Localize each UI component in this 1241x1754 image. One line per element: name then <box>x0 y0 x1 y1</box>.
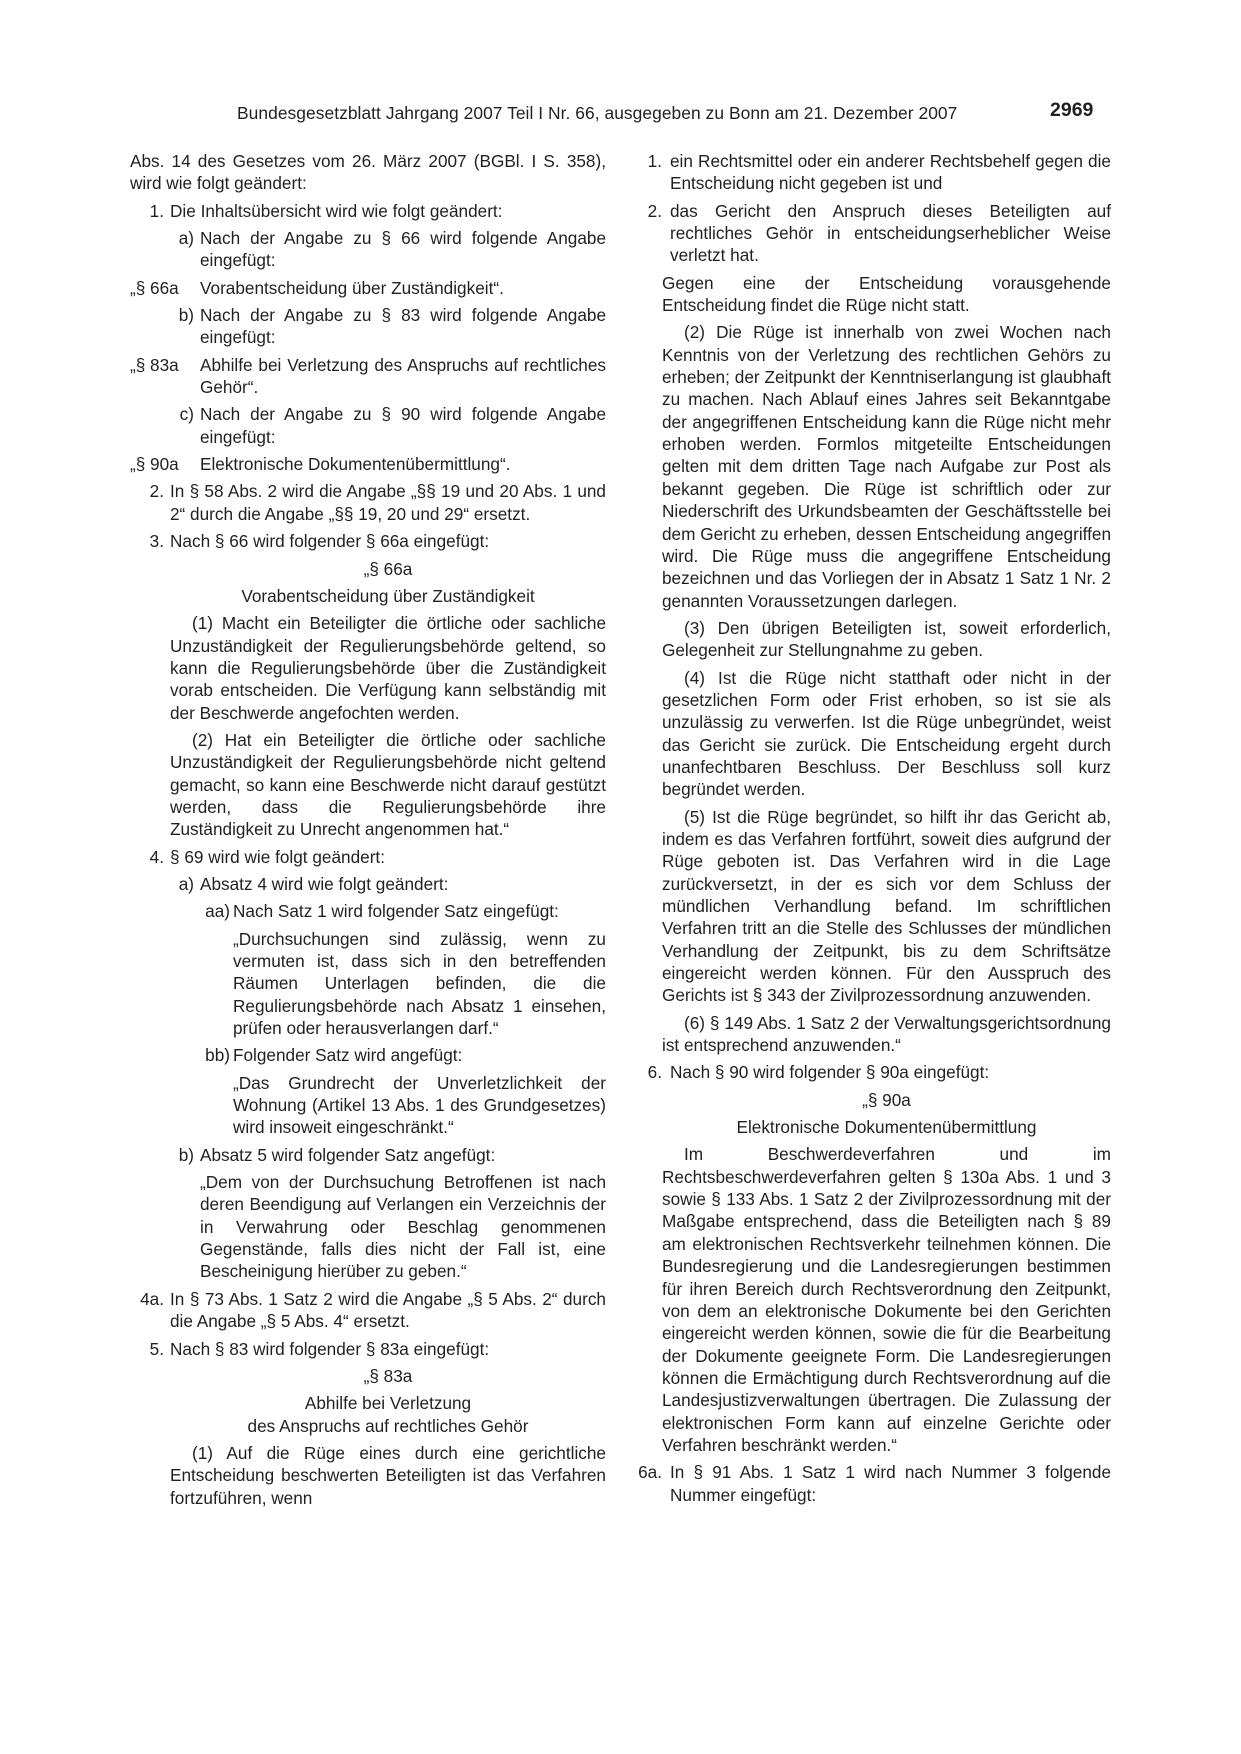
section-heading: „§ 66a <box>363 558 413 579</box>
quoted-text: „Dem von der Durchsuchung Betroffenen ist nach deren Beendigung auf Verlangen ein Verzeichnis der in Verwahrung oder Beschlag genommenen Gegenstände, falls dies nicht der Fall ist, eine Bescheinigung hierüber zu geben.“ <box>200 1172 606 1282</box>
item-text: § 69 wird wie folgt geändert: <box>170 846 385 867</box>
list-item-1c <box>170 403 606 448</box>
page-number: 2969 <box>1050 99 1094 121</box>
paragraph: Gegen eine der Entscheidung vorausgehende Entscheidung findet die Rüge nicht statt. <box>662 272 1111 316</box>
section-title: Abhilfe bei Verletzung des Anspruchs auf rechtliches Gehör“. <box>200 354 606 398</box>
paragraph: (6) § 149 Abs. 1 Satz 2 der Verwaltungsgerichtsordnung ist entsprechend anzuwenden.“ <box>662 1012 1111 1056</box>
list-item-4aa <box>200 900 606 922</box>
item-text: In § 58 Abs. 2 wird die Angabe „§§ 19 und 20 Abs. 1 und 2“ durch die Angabe „§§ 19, 20 und 29“ ersetzt. <box>170 481 606 524</box>
item-text: das Gericht den Anspruch dieses Beteiligten auf rechtliches Gehör in entscheidungserheblicher Weise verletzt hat. <box>670 200 1111 266</box>
list-item-4a <box>170 873 606 895</box>
item-text: In § 73 Abs. 1 Satz 2 wird die Angabe „§ 5 Abs. 2“ durch die Angabe „§ 5 Abs. 4“ ersetzt. <box>170 1288 606 1332</box>
list-item-2 <box>130 480 606 525</box>
item-label: 2. <box>149 481 164 502</box>
item-label: a) <box>178 228 194 249</box>
item-label: 4. <box>149 846 164 867</box>
intro-paragraph: Abs. 14 des Gesetzes vom 26. März 2007 (BGBl. I S. 358), wird wie folgt geändert: <box>130 151 606 194</box>
list-item-1b <box>170 304 606 349</box>
list-item-6 <box>628 1061 1111 1083</box>
item-label: b) <box>178 1144 194 1165</box>
item-text: Nach der Angabe zu § 66 wird folgende Angabe eingefügt: <box>200 228 606 271</box>
item-text: ein Rechtsmittel oder ein anderer Rechtsbehelf gegen die Entscheidung nicht gegeben ist und <box>670 151 1111 194</box>
paragraph: (3) Den übrigen Beteiligten ist, soweit erforderlich, Gelegenheit zur Stellungnahme zu geben. <box>662 617 1111 661</box>
quoted-text: „Durchsuchungen sind zulässig, wenn zu vermuten ist, dass sich in den betreffenden Räumen Unterlagen befinden, die die Regulierungsbehörde nach Absatz 1 einsehen, prüfen oder herausverlangen darf.“ <box>233 928 606 1039</box>
right-column <box>628 150 1111 1511</box>
section-title: Vorabentscheidung über Zuständigkeit <box>241 585 535 606</box>
item-label: 2. <box>647 200 662 221</box>
item-text: Absatz 5 wird folgender Satz angefügt: <box>200 1144 496 1165</box>
item-text: Nach § 90 wird folgender § 90a eingefügt: <box>670 1062 990 1083</box>
list-item-6a <box>628 1461 1111 1506</box>
item-text: Nach § 66 wird folgender § 66a eingefügt: <box>170 531 490 552</box>
list-item-4a-amend <box>130 1288 606 1333</box>
item-text: Folgender Satz wird angefügt: <box>233 1045 463 1066</box>
list-item-4 <box>130 846 606 868</box>
left-column <box>130 150 606 1514</box>
paragraph: (2) Hat ein Beteiligter die örtliche oder sachliche Unzuständigkeit der Regulierungsbehörde nicht geltend gemacht, so kann eine Beschwerde nicht darauf gestützt werden, dass die Regulierungsbehörde ihre Zuständigkeit zu Unrecht angenommen hat.“ <box>170 729 606 840</box>
paragraph: (5) Ist die Rüge begründet, so hilft ihr das Gericht ab, indem es das Verfahren fortführt, soweit dies aufgrund der Rüge geboten ist. Das Verfahren wird in die Lage zurückversetzt, in der es sich vor dem Schluss der mündlichen Verhandlung befand. Im schriftlichen Verfahren tritt an die Stelle des Schlusses der mündlichen Verhandlung der Zeitpunkt, bis zu dem Schriftsätze eingereicht werden können. Für den Ausspruch des Gerichts ist § 343 der Zivilprozessordnung anzuwenden. <box>662 806 1111 1006</box>
item-label: 1. <box>149 200 164 221</box>
item-label: c) <box>179 404 194 425</box>
item-label: 6a. <box>638 1462 662 1483</box>
list-item-1 <box>130 200 606 222</box>
item-label: 3. <box>149 531 164 552</box>
list-item-4b <box>170 1144 606 1166</box>
section-title: des Anspruchs auf rechtliches Gehör <box>247 1415 529 1436</box>
item-text: Nach der Angabe zu § 90 wird folgende Angabe eingefügt: <box>200 404 606 447</box>
section-66a <box>170 558 606 841</box>
section-heading: „§ 83a <box>363 1365 413 1386</box>
list-item-3 <box>130 530 606 552</box>
section-83a <box>170 1365 606 1509</box>
section-title: Elektronische Dokumentenübermittlung <box>736 1117 1037 1138</box>
item-label: 6. <box>647 1062 662 1083</box>
item-text: Die Inhaltsübersicht wird wie folgt geändert: <box>170 200 503 221</box>
section-title: Abhilfe bei Verletzung <box>304 1393 472 1414</box>
paragraph: (1) Macht ein Beteiligter die örtliche oder sachliche Unzuständigkeit der Regulierungsbehörde geltend, so kann die Regulierungsbehörde über die Zuständigkeit vorab entscheiden. Die Verfügung kann selbständig mit der Beschwerde angefochten werden. <box>170 613 606 723</box>
quoted-text: „Das Grundrecht der Unverletzlichkeit der Wohnung (Artikel 13 Abs. 1 des Grundgesetzes) wird insoweit eingeschränkt.“ <box>233 1072 606 1138</box>
list-item-4bb <box>200 1044 606 1066</box>
item-text: Nach der Angabe zu § 83 wird folgende Angabe eingefügt: <box>200 305 606 348</box>
item-label: b) <box>178 305 194 326</box>
item-label: bb) <box>205 1045 230 1066</box>
item-text: Absatz 4 wird wie folgt geändert: <box>200 873 449 894</box>
section-title: Vorabentscheidung über Zuständigkeit“. <box>200 277 504 298</box>
section-90a <box>662 1089 1111 1457</box>
section-heading: „§ 90a <box>862 1089 911 1110</box>
item-label: aa) <box>205 901 230 922</box>
section-code: „§ 90a <box>130 454 179 475</box>
list-item <box>628 200 1111 267</box>
header-title: Bundesgesetzblatt Jahrgang 2007 Teil I Nr. 66, ausgegeben zu Bonn am 21. Dezember 2007 <box>237 103 958 123</box>
item-text: In § 91 Abs. 1 Satz 1 wird nach Nummer 3 folgende Nummer eingefügt: <box>670 1462 1111 1505</box>
paragraph: (2) Die Rüge ist innerhalb von zwei Wochen nach Kenntnis von der Verletzung des rechtlichen Gehörs zu erheben; der Zeitpunkt der Kenntniserlangung ist glaubhaft zu machen. Nach Ablauf eines Jahres seit Bekanntgabe der angegriffenen Entscheidung kann die Rüge nicht mehr erhoben werden. Formlos mitgeteilte Entscheidungen gelten mit dem dritten Tage nach Aufgabe zur Post als bekannt gegeben. Die Rüge ist schriftlich oder zur Niederschrift des Urkundsbeamten der Geschäftsstelle bei dem Gericht zu erheben, dessen Entscheidung angegriffen wird. Die Rüge muss die angegriffene Entscheidung bezeichnen und das Vorliegen der in Absatz 1 Satz 1 Nr. 2 genannten Voraussetzungen darlegen. <box>662 322 1111 611</box>
section-83a-continued <box>662 272 1111 1057</box>
section-code: „§ 83a <box>130 354 179 375</box>
item-label: a) <box>178 873 194 894</box>
section-code: „§ 66a <box>130 277 179 298</box>
item-text: Nach § 83 wird folgender § 83a eingefügt: <box>170 1338 490 1359</box>
section-title: Elektronische Dokumentenübermittlung“. <box>200 454 511 475</box>
list-item-5 <box>130 1338 606 1360</box>
item-text: Nach Satz 1 wird folgender Satz eingefügt: <box>233 901 559 922</box>
paragraph: Im Beschwerdeverfahren und im Rechtsbeschwerdeverfahren gelten § 130a Abs. 1 und 3 sowie § 133 Abs. 1 Satz 2 der Zivilprozessordnung mit der Maßgabe entsprechend, dass die Beteiligten nach § 89 am elektronischen Rechtsverkehr teilnehmen können. Die Bundesregierung und die Landesregierungen bestimmen für ihren Bereich durch Rechtsverordnung den Zeitpunkt, von dem an elektronische Dokumente bei den Gerichten eingereicht werden können, sowie die für die Bearbeitung der Dokumente geeignete Form. Die Landesregierungen können die Ermächtigung durch Rechtsverordnung auf die Landesjustizverwaltungen übertragen. Die Zulassung der elektronischen Form kann auf einzelne Gerichte oder Verfahren beschränkt werden.“ <box>662 1144 1111 1455</box>
page-header <box>0 99 1241 129</box>
item-label: 5. <box>149 1338 164 1359</box>
paragraph: (4) Ist die Rüge nicht statthaft oder nicht in der gesetzlichen Form oder Frist erhoben, so ist sie als unzulässig zu verwerfen. Ist die Rüge unbegründet, weist das Gericht sie zurück. Die Entscheidung ergeht durch unanfechtbaren Beschluss. Der Beschluss soll kurz begründet werden. <box>662 667 1111 800</box>
paragraph: (1) Auf die Rüge eines durch eine gerichtliche Entscheidung beschwerten Beteiligten ist das Verfahren fortzuführen, wenn <box>170 1442 606 1508</box>
toc-insert-90a <box>130 453 606 475</box>
toc-insert-83a <box>130 354 606 399</box>
toc-insert-66a <box>130 277 606 299</box>
item-label: 1. <box>647 151 662 171</box>
list-item-1a <box>170 227 606 272</box>
item-label: 4a. <box>140 1288 164 1309</box>
list-item <box>628 150 1111 195</box>
